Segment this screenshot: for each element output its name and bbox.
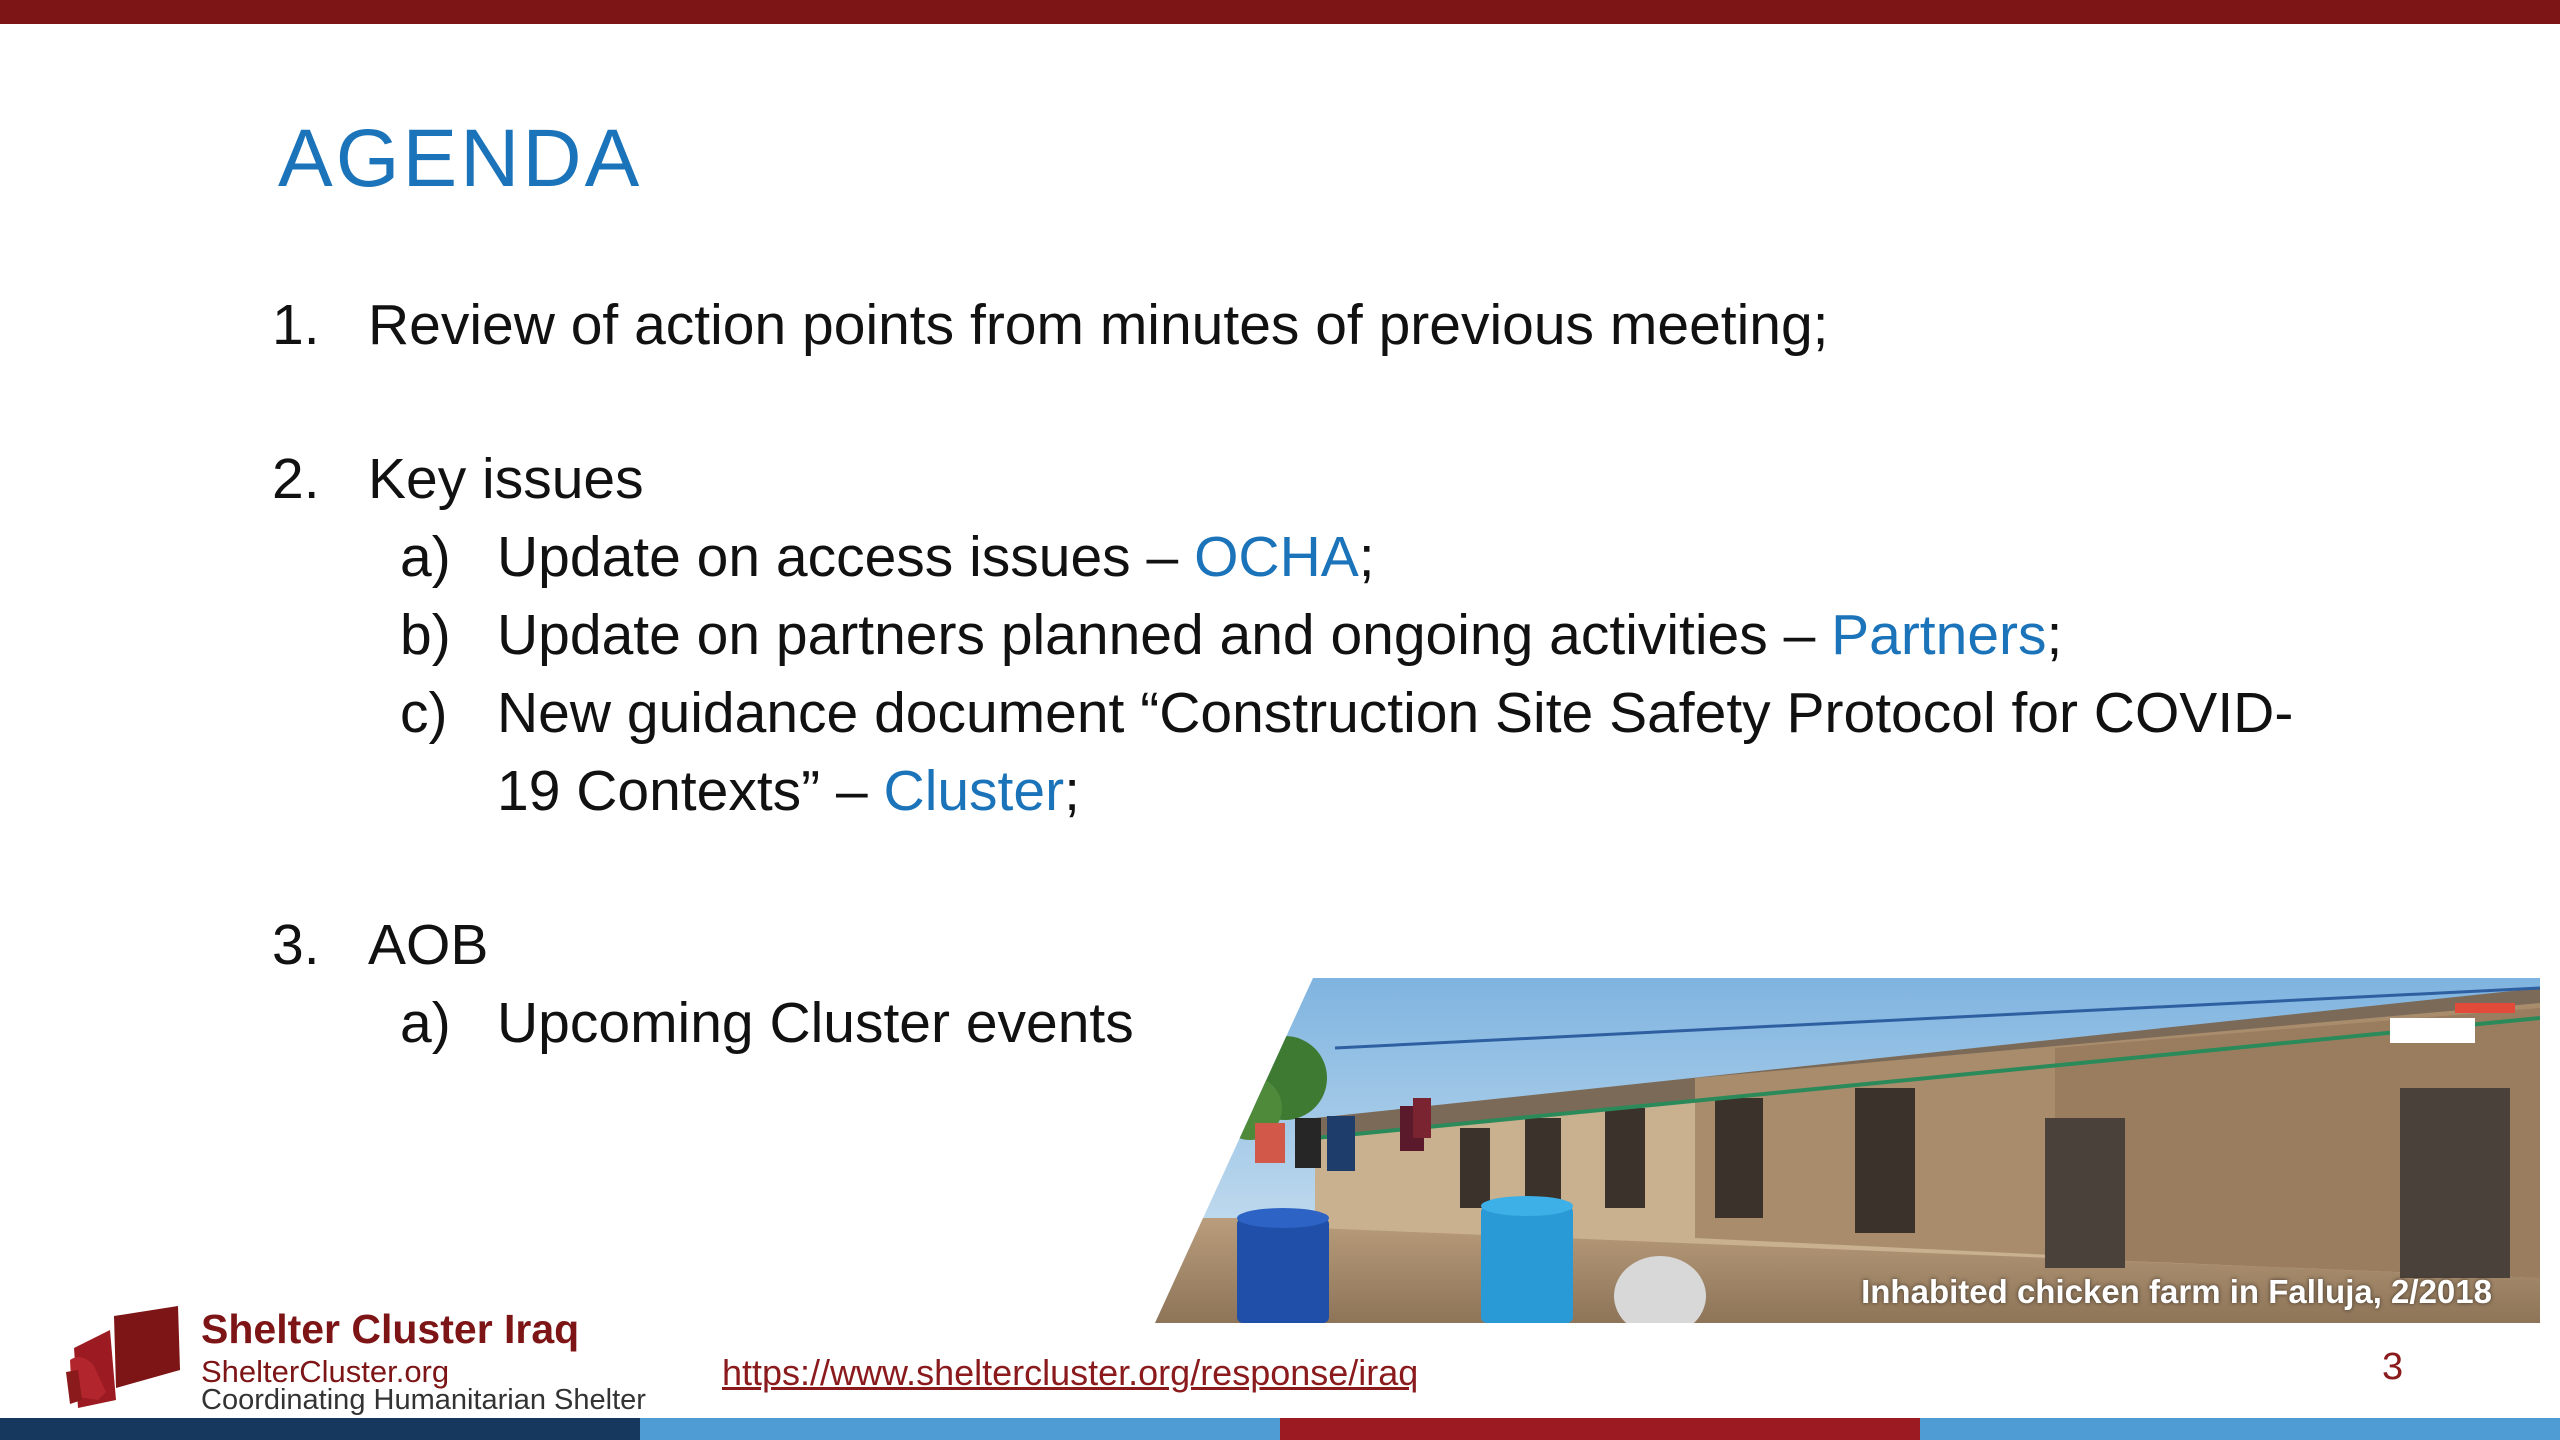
subitem-letter: b): [400, 603, 451, 667]
item-number: 1.: [272, 293, 320, 357]
owner-partners: Partners: [1831, 603, 2047, 667]
shelter-cluster-url-link[interactable]: https://www.sheltercluster.org/response/iraq: [722, 1352, 1419, 1393]
subitem-text: Upcoming Cluster events: [497, 991, 1134, 1055]
item-number: 2.: [272, 447, 320, 511]
subitem-letter: a): [400, 991, 451, 1055]
item-text: AOB: [368, 913, 489, 977]
photo-illustration: [1155, 978, 2540, 1323]
subitem-text: Update on partners planned and ongoing activities – Partners;: [497, 603, 2063, 667]
owner-ocha: OCHA: [1194, 525, 1359, 589]
slide-title: AGENDA: [278, 113, 643, 204]
subitem-letter: a): [400, 525, 451, 589]
shelter-cluster-logo: [66, 1300, 706, 1420]
photo-caption: Inhabited chicken farm in Falluja, 2/2018: [1861, 1273, 2492, 1310]
bar-segment-1: [0, 1418, 640, 1440]
subitem-letter: c): [400, 681, 448, 745]
item-text: Key issues: [368, 447, 644, 511]
bar-segment-2: [640, 1418, 1280, 1440]
bar-segment-4: [1920, 1418, 2560, 1440]
photo-chicken-farm: [1155, 978, 2540, 1323]
subitem-text-cont: 19 Contexts” – Cluster;: [497, 759, 1080, 823]
bar-segment-3: [1280, 1418, 1920, 1440]
subitem-text: Update on access issues – OCHA;: [497, 525, 1375, 589]
top-accent-bar: [0, 0, 2560, 24]
subitem-text: New guidance document “Construction Site Safety Protocol for COVID-: [497, 681, 2294, 745]
logo-site: ShelterCluster.org: [201, 1354, 450, 1389]
shelter-hands-icon: [66, 1300, 191, 1420]
owner-cluster: Cluster: [883, 759, 1065, 823]
bottom-color-bar: [0, 1418, 2560, 1440]
item-text: Review of action points from minutes of previous meeting;: [368, 293, 1829, 357]
logo-tagline: Coordinating Humanitarian Shelter: [201, 1384, 646, 1416]
logo-name: Shelter Cluster Iraq: [201, 1306, 580, 1352]
page-number: 3: [2382, 1346, 2404, 1388]
item-number: 3.: [272, 913, 320, 977]
